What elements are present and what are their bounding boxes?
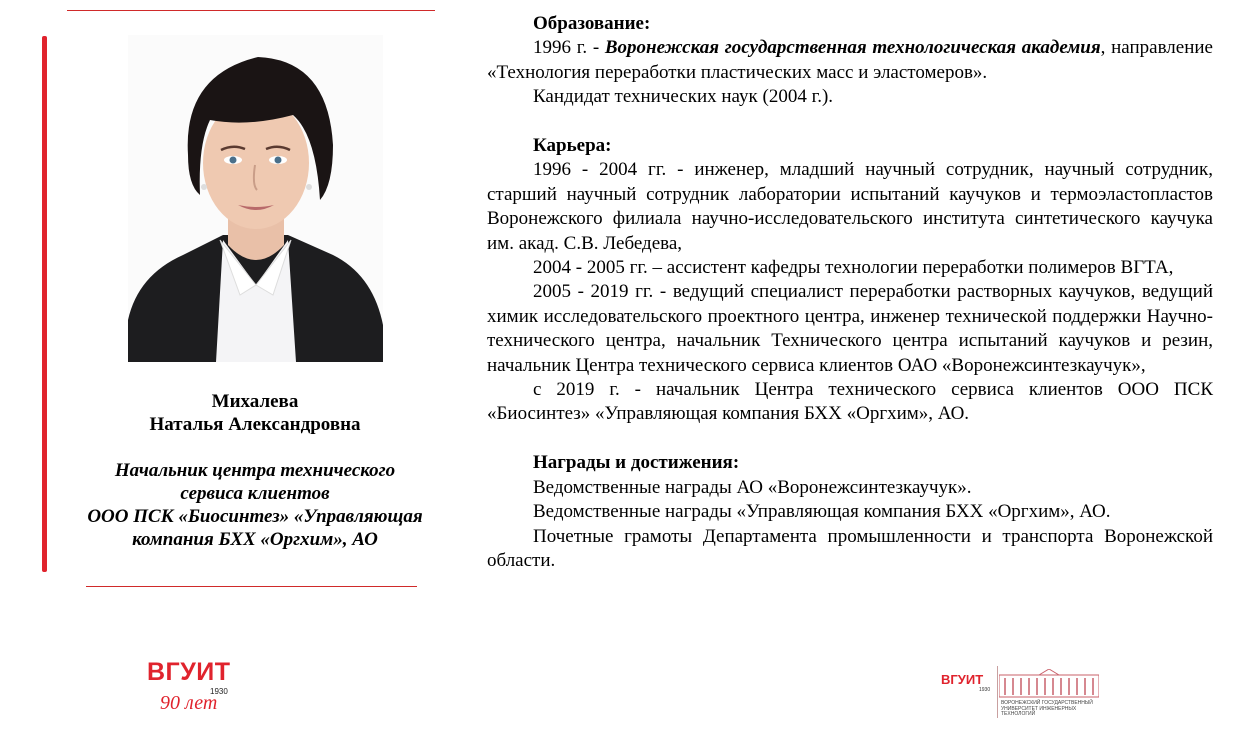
biography	[487, 12, 1213, 573]
education-heading: Образование:	[533, 13, 651, 34]
career-item: с 2019 г. - начальник Центра технического сервиса клиентов ООО ПСК «Биосинтез» «Управляющая компания БХХ «Оргхим», АО.	[487, 379, 1213, 425]
awards-heading: Награды и достижения:	[533, 452, 740, 474]
education-entry	[487, 36, 1213, 85]
vguit-university-logo	[937, 666, 1107, 726]
position-line: Начальник центра технического	[114, 460, 396, 481]
logo-year: 1930	[210, 687, 228, 696]
person-position	[50, 459, 460, 551]
award-item: Почетные грамоты Департамента промышленности и транспорта Воронежской области.	[487, 525, 1213, 571]
university-name: ВОРОНЕЖСКИЙ ГОСУДАРСТВЕННЫЙ УНИВЕРСИТЕТ ИНЖЕНЕРНЫХ ТЕХНОЛОГИЙ	[1001, 700, 1093, 717]
education-academy: Воронежская государственная технологическая академия	[604, 37, 1101, 59]
logo-wordmark: ВГУИТ	[147, 658, 231, 686]
career-item: 2005 - 2019 гг. - ведущий специалист переработки растворных каучуков, ведущий химик исследовательского проектного центра, инженер технической поддержки Научно-технического центра, начальник Технического центра испытаний каучуков и резин, начальник Центра технического сервиса клиентов ОАО «Воронежсинтезкаучук»,	[487, 281, 1213, 376]
position-line: ООО ПСК «Биосинтез» «Управляющая	[87, 506, 423, 527]
top-divider	[67, 10, 435, 11]
award-item: Ведомственные награды «Управляющая компания БХХ «Оргхим», АО.	[533, 501, 1111, 523]
education-year: 1996 г. -	[533, 37, 605, 59]
logo-wordmark: ВГУИТ	[941, 672, 984, 687]
university-building-icon	[999, 669, 1099, 699]
position-line: сервиса клиентов	[180, 483, 330, 504]
position-line: компания БХХ «Оргхим», АО	[132, 529, 378, 550]
person-surname: Михалева	[211, 391, 299, 412]
bottom-divider	[86, 586, 417, 587]
education-degree: Кандидат технических наук (2004 г.).	[533, 86, 834, 108]
education-direction: , направление «Технология переработки пластических масс и эластомеров».	[487, 37, 1213, 83]
portrait-photo	[128, 35, 383, 362]
career-item: 1996 - 2004 гг. - инженер, младший научный сотрудник, научный сотрудник, старший научный сотрудник лаборатории испытаний каучуков и термоэластопластов Воронежского филиала научно-исследовательского института синтетического каучука им. акад. С.В. Лебедева,	[487, 159, 1213, 254]
career-item: 2004 - 2005 гг. – ассистент кафедры технологии переработки полимеров ВГТА,	[533, 257, 1174, 279]
vguit-anniversary-logo	[140, 658, 240, 718]
award-item: Ведомственные награды АО «Воронежсинтезкаучук».	[533, 476, 972, 498]
logo-year: 1930	[979, 687, 991, 693]
logo-anniversary: 90 лет	[160, 692, 218, 714]
career-heading: Карьера:	[533, 135, 612, 157]
person-given-names: Наталья Александровна	[149, 414, 361, 435]
person-caption	[50, 390, 460, 551]
accent-vertical-bar	[42, 36, 47, 572]
